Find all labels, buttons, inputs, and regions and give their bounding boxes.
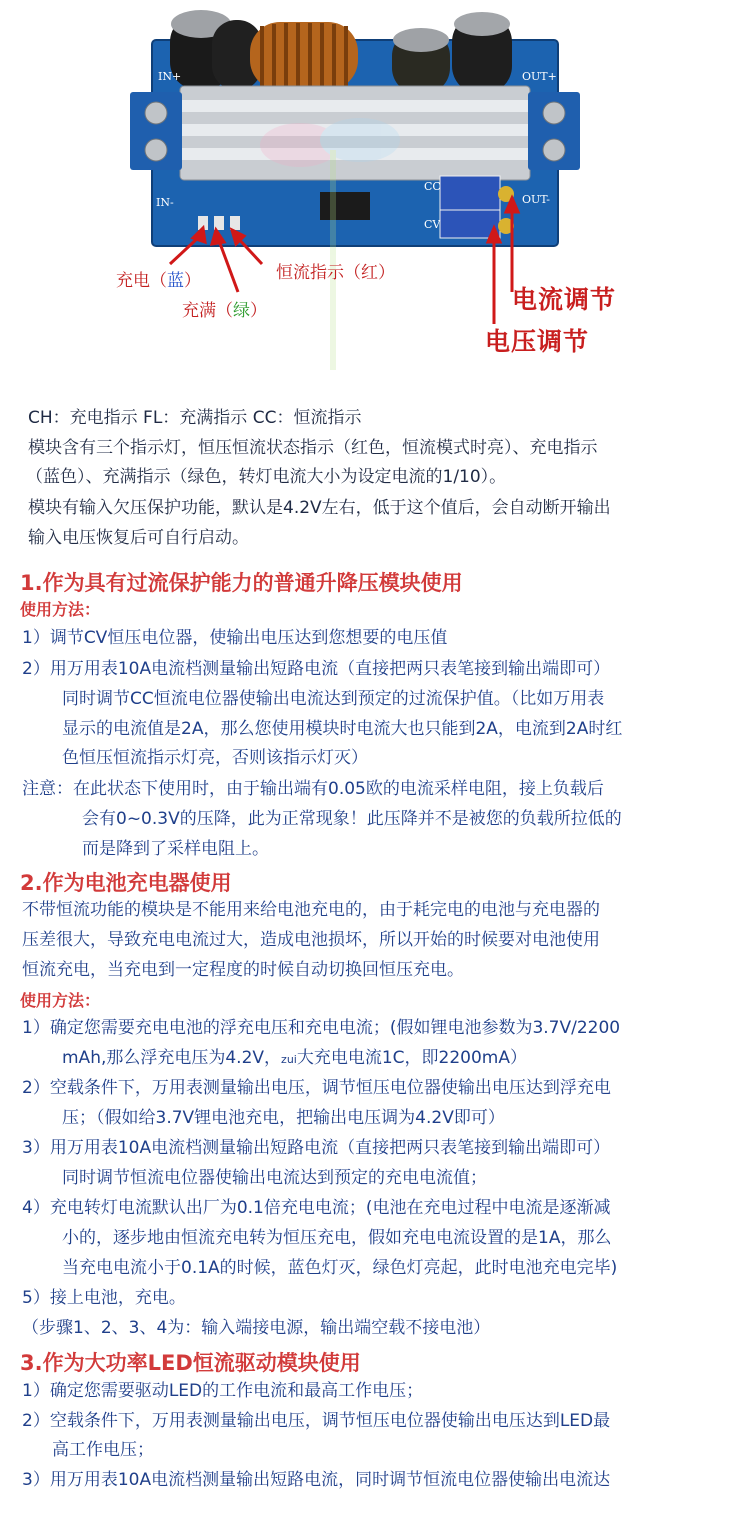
pcb-cc-label: CC — [424, 180, 441, 193]
section1-note-cont-2: 而是降到了采样电阻上。 — [82, 839, 269, 859]
section2-steps-note: （步骤1、2、3、4为：输入端接电源，输出端空载不接电池） — [22, 1318, 491, 1338]
intro-line-4: 模块有输入欠压保护功能，默认是4.2V左右，低于这个值后，会自动断开输出 — [28, 498, 611, 518]
product-photo — [0, 0, 750, 390]
section2-step-3-cont: 同时调节恒流电位器使输出电流达到预定的充电电流值； — [62, 1168, 487, 1188]
pcb-in-plus-label: IN+ — [158, 70, 182, 83]
voltage-adjust-label: 电压调节 — [485, 327, 590, 356]
section2-para-1: 不带恒流功能的模块是不能用来给电池充电的，由于耗完电的电池与充电器的 — [22, 900, 600, 920]
section2-step-2-cont: 压；（假如给3.7V锂电池充电，把输出电压调为4.2V即可） — [62, 1108, 505, 1128]
full-indicator-label: 充满（绿） — [182, 301, 267, 321]
section1-usage-heading: 使用方法： — [20, 600, 101, 619]
intro-line-5: 输入电压恢复后可自行启动。 — [28, 528, 249, 548]
section2-title: 2.作为电池充电器使用 — [20, 871, 232, 895]
section2-step-1-cont: mAh,那么浮充电压为4.2V，zui大充电电流1C，即2200mA） — [62, 1048, 527, 1068]
section1-step-2: 2）用万用表10A电流档测量输出短路电流（直接把两只表笔接到输出端即可） — [22, 659, 611, 679]
section1-note-cont-1: 会有0~0.3V的压降，此为正常现象！此压降并不是被您的负载所拉低的 — [82, 809, 622, 829]
pcb-cv-label: CV — [424, 218, 441, 231]
section2-step-4-cont-2: 当充电电流小于0.1A的时候，蓝色灯灭，绿色灯亮起，此时电池充电完毕) — [62, 1258, 618, 1278]
cc-indicator-label: 恒流指示（红） — [276, 263, 395, 283]
section2-usage-heading: 使用方法： — [20, 991, 101, 1010]
section3-step-2: 2）空载条件下，万用表测量输出电压，调节恒压电位器使输出电压达到LED最 — [22, 1411, 611, 1431]
section2-step-2: 2）空载条件下，万用表测量输出电压，调节恒压电位器使输出电压达到浮充电 — [22, 1078, 611, 1098]
section1-title: 1.作为具有过流保护能力的普通升降压模块使用 — [20, 571, 463, 595]
section1-step-2-cont-2: 显示的电流值是2A，那么您使用模块时电流大也只能到2A，电流到2A时红 — [62, 719, 623, 739]
module-board-illustration — [0, 0, 750, 390]
section2-step-1: 1）确定您需要充电电池的浮充电压和充电电流；(假如锂电池参数为3.7V/2200 — [22, 1018, 621, 1038]
intro-line-3: （蓝色）、充满指示（绿色，转灯电流大小为设定电流的1/10）。 — [26, 467, 507, 487]
section2-step-5: 5）接上电池，充电。 — [22, 1288, 186, 1308]
section1-step-2-cont-3: 色恒压恒流指示灯亮，否则该指示灯灭） — [62, 748, 368, 768]
section2-step-3: 3）用万用表10A电流档测量输出短路电流（直接把两只表笔接到输出端即可） — [22, 1138, 611, 1158]
intro-line-1: CH：充电指示 FL：充满指示 CC：恒流指示 — [28, 408, 362, 428]
current-adjust-label: 电流调节 — [512, 285, 617, 314]
section1-step-2-cont-1: 同时调节CC恒流电位器使输出电流达到预定的过流保护值。（比如万用表 — [62, 689, 605, 709]
pcb-out-plus-label: OUT+ — [522, 70, 557, 83]
pcb-out-minus-label: OUT- — [522, 193, 550, 206]
section3-title: 3.作为大功率LED恒流驱动模块使用 — [20, 1351, 361, 1375]
section1-step-1: 1）调节CV恒压电位器，使输出电压达到您想要的电压值 — [22, 628, 448, 648]
section2-step-4-cont-1: 小的，逐步地由恒流充电转为恒压充电，假如充电电流设置的是1A，那么 — [62, 1228, 612, 1248]
section1-note: 注意：在此状态下使用时，由于输出端有0.05欧的电流采样电阻，接上负载后 — [22, 779, 604, 799]
section2-para-2: 压差很大，导致充电电流过大，造成电池损坏，所以开始的时候要对电池使用 — [22, 930, 600, 950]
section3-step-2-cont: 高工作电压； — [52, 1440, 154, 1460]
intro-line-2: 模块含有三个指示灯，恒压恒流状态指示（红色，恒流模式时亮）、充电指示 — [28, 438, 598, 458]
charge-indicator-label: 充电（蓝） — [116, 271, 201, 291]
section2-step-4: 4）充电转灯电流默认出厂为0.1倍充电电流；(电池在充电过程中电流是逐渐减 — [22, 1198, 611, 1218]
pcb-in-minus-label: IN- — [156, 196, 174, 209]
section3-step-3: 3）用万用表10A电流档测量输出短路电流，同时调节恒流电位器使输出电流达 — [22, 1470, 611, 1490]
section3-step-1: 1）确定您需要驱动LED的工作电流和最高工作电压； — [22, 1381, 424, 1401]
section2-para-3: 恒流充电，当充电到一定程度的时候自动切换回恒压充电。 — [22, 960, 464, 980]
